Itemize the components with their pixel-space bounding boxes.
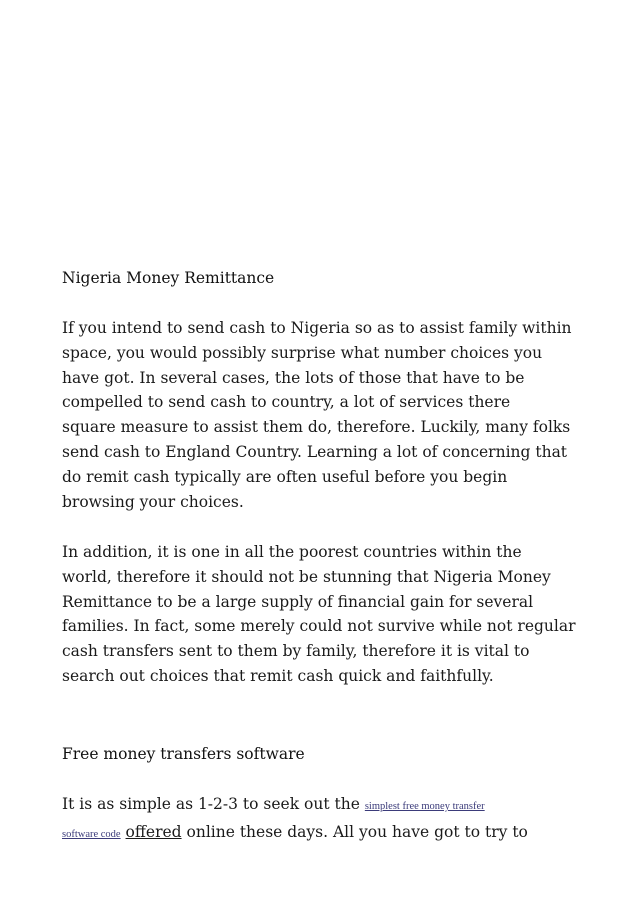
text-line: [62, 820, 592, 848]
software-link-part2[interactable]: software code: [62, 828, 121, 840]
software-link-part1[interactable]: simplest free money transfer: [364, 801, 485, 812]
text-line: browsing your choices.: [62, 492, 244, 511]
text-line: cash transfers sent to them by family, therefore it is vital to: [62, 642, 530, 661]
text-line: families. In fact, some merely could not survive while not regular: [62, 617, 576, 636]
text-line: compelled to send cash to country, a lot of services there: [62, 393, 511, 412]
text-line: In addition, it is one in all the poorest countries within the: [62, 543, 522, 561]
text-fragment: It is as simple as 1-2-3 to seek out the: [62, 795, 365, 813]
text-line: have got. In several cases, the lots of those that have to be: [62, 368, 525, 387]
text-line: send cash to England Country. Learning a lot of concerning that: [62, 442, 568, 461]
text-line: search out choices that remit cash quick and faithfully.: [62, 666, 494, 685]
text-line: square measure to assist them do, therefore. Luckily, many folks: [62, 418, 571, 437]
offered-link[interactable]: offered: [125, 822, 182, 841]
paragraph-intro: [62, 316, 592, 514]
text-line: world, therefore it should not be stunning that Nigeria Money: [62, 567, 551, 586]
text-line: do remit cash typically are often useful before you begin: [62, 467, 508, 486]
text-line: If you intend to send cash to Nigeria so as to assist family within: [62, 319, 572, 337]
text-line: Remittance to be a large supply of financial gain for several: [62, 592, 534, 611]
paragraph-addition: [62, 540, 592, 689]
paragraph-software: [62, 792, 592, 848]
section-heading-nigeria: Nigeria Money Remittance: [62, 269, 275, 287]
section-heading-software: Free money transfers software: [62, 745, 305, 763]
text-line: space, you would possibly surprise what number choices you: [62, 343, 543, 362]
text-fragment: online these days. All you have got to try to: [181, 822, 528, 841]
text-line: [62, 792, 592, 820]
